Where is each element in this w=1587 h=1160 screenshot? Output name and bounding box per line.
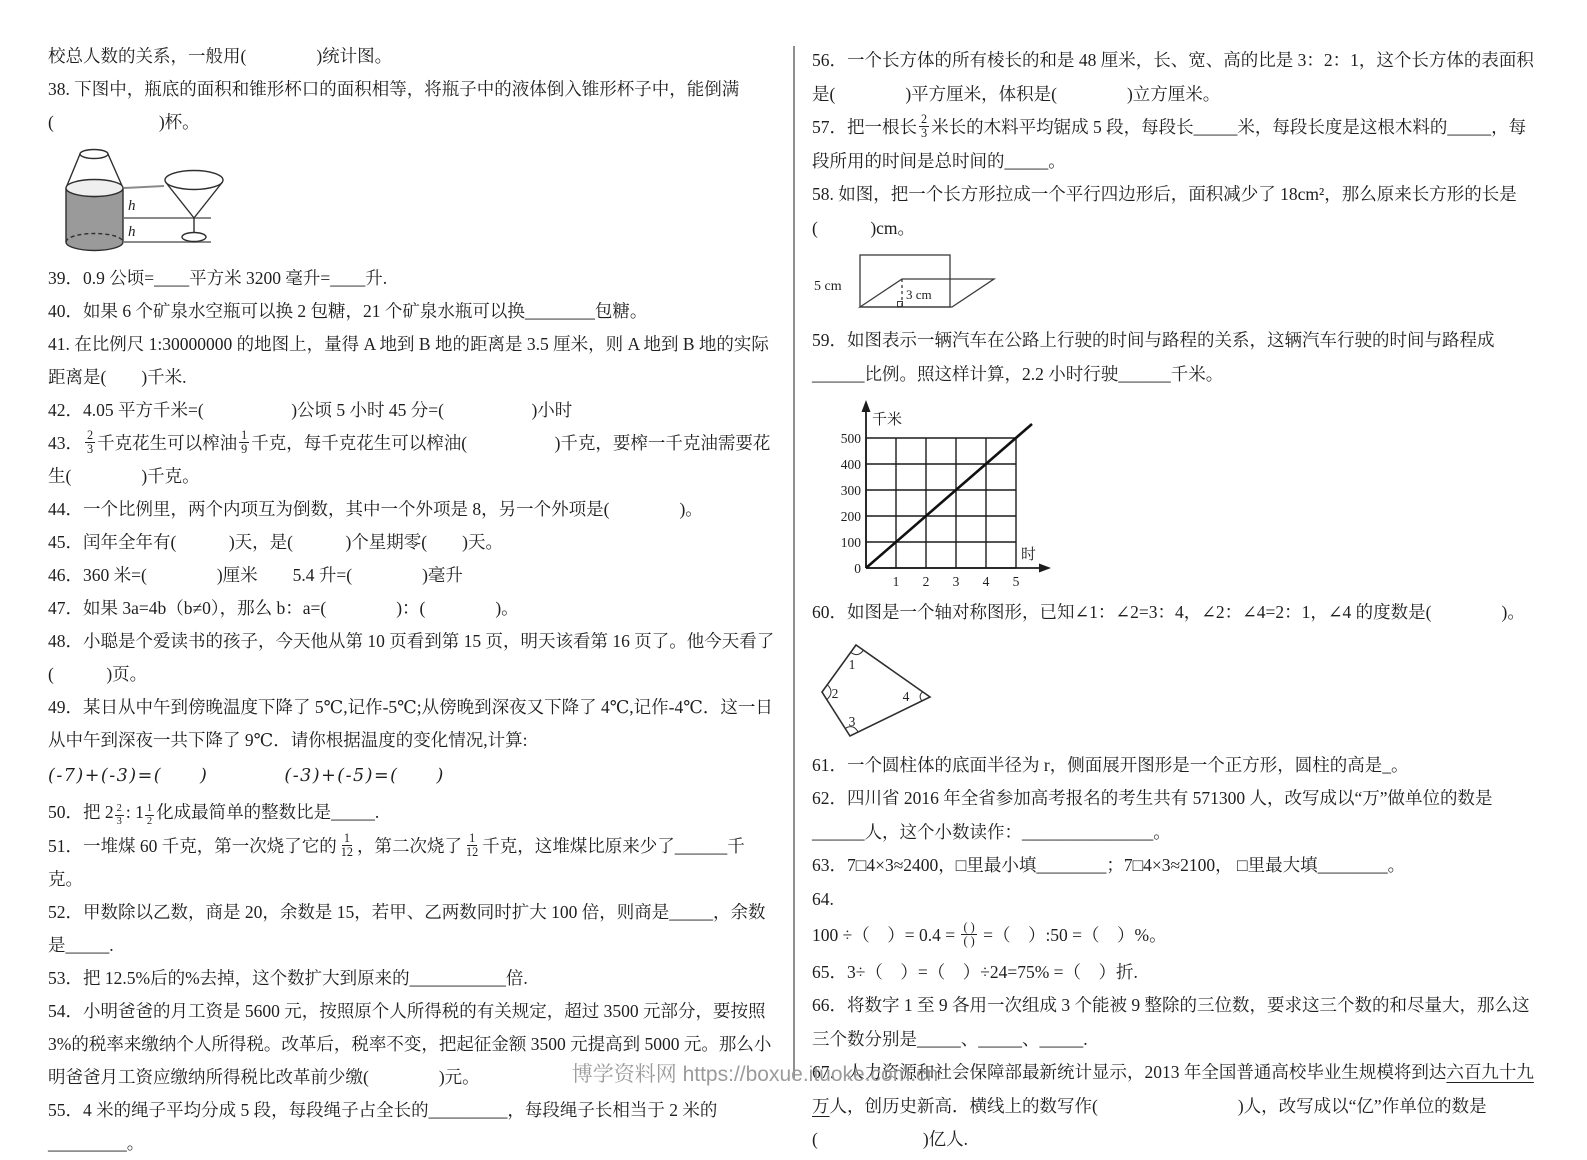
svg-text:100: 100: [840, 535, 861, 550]
svg-text:4: 4: [902, 688, 910, 704]
svg-text:3: 3: [952, 574, 960, 589]
question-60: 60．如图是一个轴对称图形，已知∠1：∠2=3：4，∠2：∠4=2：1，∠4 的度数是( )。: [812, 602, 1525, 622]
question-49-calculations: (-7)+(-3)=( ) (-3)+(-5)=( ): [48, 766, 445, 786]
question-58: 58. 如图，把一个长方形拉成一个平行四边形后，面积减少了 18cm²，那么原来长方形的长是( )cm。: [812, 184, 1517, 238]
question-64: 64.: [812, 888, 834, 909]
data-line: [866, 424, 1032, 568]
question-44: 44．一个比例里，两个内项互为倒数，其中一个外项是 8，另一个外项是( )。: [48, 499, 703, 519]
question-55: 55．4 米的绳子平均分成 5 段，每段绳子占全长的_________，每段绳子长相当于 2 米的_________。: [48, 1099, 718, 1153]
question-42: 42．4.05 平方千米=( )公顷 5 小时 45 分=( )小时: [48, 400, 573, 420]
question-65: 65．3÷（ ）=（ ）÷24=75% =（ ）折.: [812, 961, 1138, 982]
svg-text:0: 0: [854, 561, 861, 576]
question-59: 59．如图表示一辆汽车在公路上行驶的时间与路程的关系，这辆汽车行驶的时间与路程成______比例。照这样计算，2.2 小时行驶______千米。: [812, 330, 1495, 384]
svg-text:400: 400: [840, 457, 861, 472]
question-39: 39．0.9 公顷=____平方米 3200 毫升=____升.: [48, 268, 388, 288]
question-62: 62．四川省 2016 年全省参加高考报名的考生共有 571300 人，改写成以“万”做单位的数是______人，这个小数读作：_______________。: [812, 788, 1493, 842]
rectangle-parallelogram-figure: [812, 250, 1022, 320]
bottle-shape: [66, 150, 123, 251]
question-49: 49．某日从中午到傍晚温度下降了 5℃,记作-5℃;从傍晚到深夜又下降了 4℃,记作-4℃．这一日从中午到深夜一共下降了 9℃．请你根据温度的变化情况,计算:: [48, 697, 773, 750]
svg-text:500: 500: [840, 431, 861, 446]
kite-angles-figure: [812, 635, 952, 745]
cone-cup-shape: [165, 171, 223, 242]
question-66: 66．将数字 1 至 9 各用一次组成 3 个能被 9 整除的三位数，要求这三个数的和尽量大，那么这三个数分别是_____、_____、_____.: [812, 995, 1530, 1049]
question-54: 54．小明爸爸的月工资是 5600 元，按照原个人所得税的有关规定，超过 3500 元部分，要按照 3%的税率来缴纳个人所得税。改革后，税率不变，把起征金额 3500 元提高到 5000 元。那么小明爸爸月工资应缴纳所得税比改革前少缴( )元。: [48, 1000, 772, 1087]
question-63: 63．7□4×3≈2400，□里最小填________；7□4×3≈2100， □里最大填________。: [812, 855, 1406, 875]
height-label-lower: h: [128, 224, 136, 240]
svg-text:200: 200: [840, 509, 861, 524]
x-axis-label: 时: [1021, 547, 1037, 563]
x-tick-labels: [893, 574, 1020, 589]
y-axis-label: 千米: [872, 412, 903, 428]
svg-text:1: 1: [892, 574, 900, 589]
time-distance-line-chart: [826, 396, 1058, 592]
question-47: 47．如果 3a=4b（b≠0），那么 b：a=( )：( )。: [48, 598, 519, 618]
question-57: 57．把一根长 $\frac{2}{3}$ 米长的木料平均锯成 5 段，每段长_____米，每段长度是这根木料的_____，每段所用的时间是总时间的_____。: [812, 111, 1527, 171]
svg-text:300: 300: [840, 483, 861, 498]
question-67: 67．人力资源和社会保障部最新统计显示，2013 年全国普通高校毕业生规模将到达六百九十九万人，创历史新高．横线上的数写作( )人，改写成以“亿”作单位的数是( )亿人.: [812, 1062, 1534, 1149]
question-53: 53．把 12.5%后的%去掉，这个数扩大到原来的___________倍.: [48, 967, 528, 988]
question-41: 41. 在比例尺 1:30000000 的地图上，量得 A 地到 B 地的距离是 3.5 厘米，则 A 地到 B 地的实际距离是( )千米.: [48, 334, 769, 387]
question-50: 50．把 2 $\frac{2}{3}$ : 1 $\frac{1}{2}$ 化成最简单的整数比是_____.: [48, 802, 380, 828]
question-64-expression: 100 ÷（ ）= 0.4 = $\frac{( )}{( )}$ =（ ）:50 =（ ）%。: [812, 919, 1167, 949]
question-46: 46．360 米=( )厘米 5.4 升=( )毫升: [48, 565, 463, 585]
question-51: 51．一堆煤 60 千克，第一次烧了它的 $\frac{1}{12}$ ，第二次烧了 $\frac{1}{12}$ 千克，这堆煤比原来少了______千克。: [48, 830, 745, 889]
height-label-upper: h: [128, 198, 136, 214]
question-48: 48．小聪是个爱读书的孩子，今天他从第 10 页看到第 15 页，明天该看第 16 页了。他今天看了( )页。: [48, 631, 775, 684]
watermark: 博学资料网 https://boxue.ituoke.com.cn: [571, 1063, 939, 1086]
right-column: [812, 44, 1534, 1157]
question-61: 61．一个圆柱体的底面半径为 r，侧面展开图形是一个正方形，圆柱的高是_。: [812, 754, 1409, 775]
svg-text:4: 4: [982, 574, 990, 589]
svg-text:2: 2: [922, 574, 930, 589]
question-52: 52．甲数除以乙数，商是 20，余数是 15，若甲、乙两数同时扩大 100 倍，则商是_____，余数是_____.: [48, 901, 766, 955]
rect-height-label: 5 cm: [814, 279, 842, 294]
para-height-label: 3 cm: [906, 287, 932, 302]
question-40: 40．如果 6 个矿泉水空瓶可以换 2 包糖，21 个矿泉水瓶可以换________包糖。: [48, 301, 648, 321]
svg-text:3: 3: [848, 713, 856, 729]
question-37-continuation: 校总人数的关系，一般用( )统计图。: [48, 46, 393, 66]
column-divider: [793, 46, 795, 1078]
left-column: [48, 40, 775, 1160]
svg-text:2: 2: [831, 685, 839, 701]
question-43: 43． $\frac{2}{3}$ 千克花生可以榨油 $\frac{1}{9}$ 千克，每千克花生可以榨油( )千克，要榨一千克油需要花生( )千克。: [48, 427, 771, 486]
y-tick-labels: [841, 431, 862, 576]
angle-labels: [832, 657, 910, 729]
svg-text:5: 5: [1012, 574, 1020, 589]
question-45: 45．闰年全年有( )天，是( )个星期零( )天。: [48, 532, 503, 552]
svg-text:1: 1: [848, 656, 856, 672]
question-38: 38. 下图中，瓶底的面积和锥形杯口的面积相等，将瓶子中的液体倒入锥形杯子中，能倒满( )杯。: [48, 79, 740, 132]
bottle-and-cone-cup-figure: [48, 144, 248, 258]
question-56: 56．一个长方体的所有棱长的和是 48 厘米，长、宽、高的比是 3：2：1，这个长方体的表面积是( )平方厘米，体积是( )立方厘米。: [812, 50, 1534, 104]
